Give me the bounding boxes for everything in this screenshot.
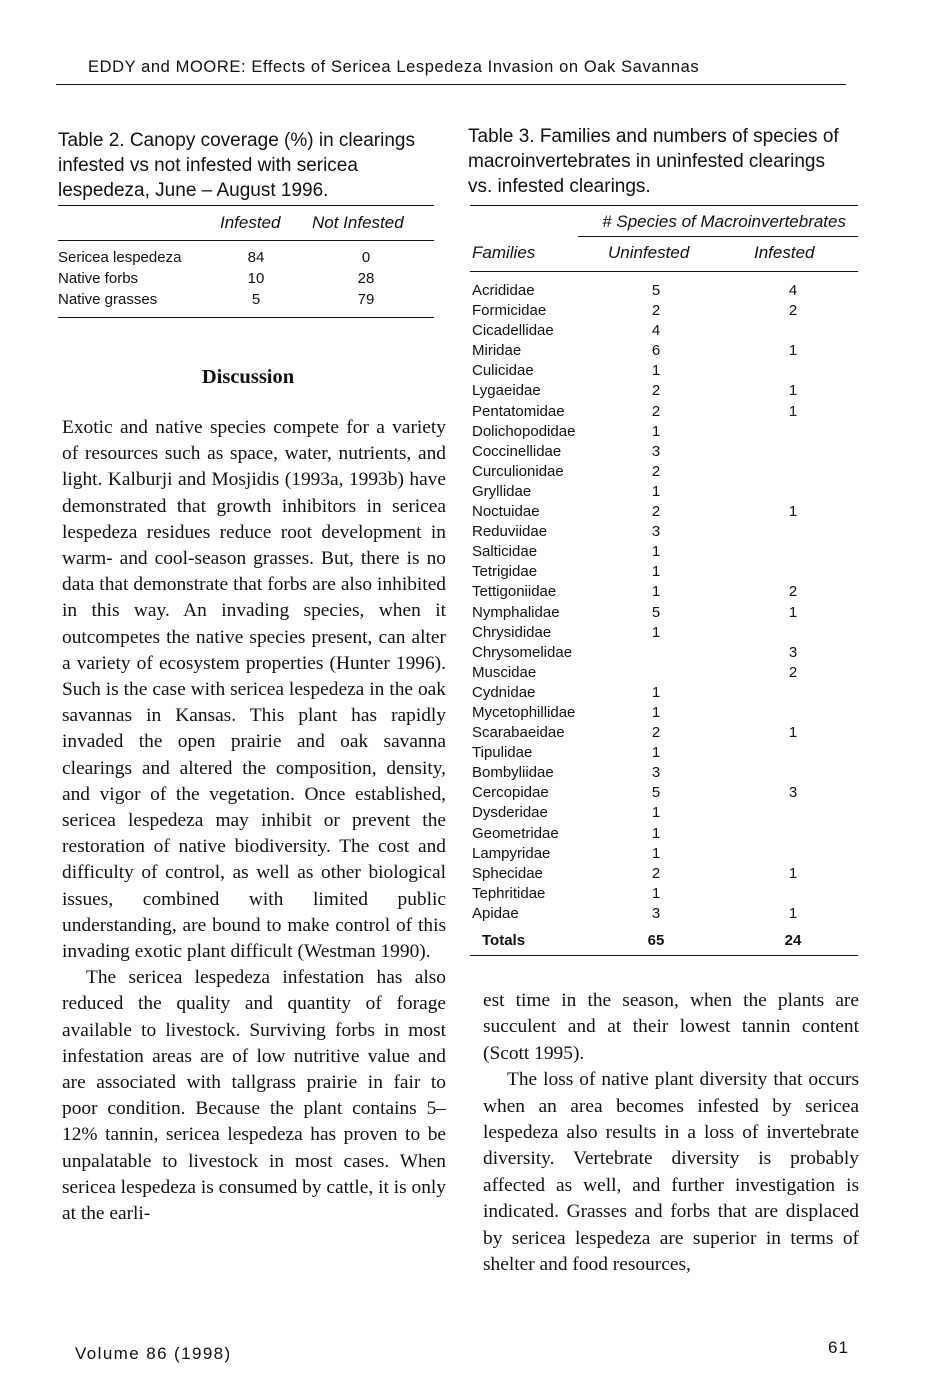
footer-volume: Volume 86 (1998) <box>75 1344 232 1363</box>
table3-cell-uninfested: 2 <box>651 302 661 320</box>
table3-row-family: Scarabaeidae <box>472 724 565 742</box>
table2-row-label: Native forbs <box>58 270 139 287</box>
table3-cell-infested: 1 <box>788 503 798 521</box>
table3-row-family: Lygaeidae <box>472 382 541 400</box>
table-row <box>470 845 858 865</box>
table3-row-family: Salticidae <box>472 543 538 561</box>
table3-group-header <box>470 206 858 236</box>
table3-totals-row <box>470 925 858 955</box>
table-row <box>470 624 858 644</box>
table3-cell-uninfested: 1 <box>651 543 661 561</box>
table-row <box>58 269 434 290</box>
table-row <box>470 362 858 382</box>
table3-col-uninfested: Uninfested <box>608 243 690 262</box>
table3-cell-infested: 4 <box>788 282 798 299</box>
table2-cell-not-infested: 79 <box>357 291 375 308</box>
table3-row-family: Mycetophillidae <box>472 703 576 721</box>
table3-cell-uninfested: 5 <box>651 784 661 802</box>
table3-cell-uninfested: 5 <box>651 603 661 621</box>
header-rule <box>56 84 846 85</box>
table-row <box>470 342 858 362</box>
table3-row-family: Pentatomidae <box>472 402 565 420</box>
table3-row-family: Sphecidae <box>472 864 543 882</box>
discussion-paragraph-2: The sericea lespedeza infestation has also reduced the quality and quantity of forage available to livestock. Surviving forbs in most infestation areas are of low nutritive value and are associated with tallgrass prairie in fair to poor condition. Because the plant contains 5–12% tannin, sericea lespedeza has proven to be unpalatable to livestock in most cases. When sericea lespedeza is consumed by cattle, it is only at the earli- <box>62 967 446 1225</box>
table3-row-family: Curculionidae <box>472 462 564 480</box>
table3-cell-uninfested: 3 <box>651 764 661 782</box>
table3-col-families: Families <box>472 243 536 262</box>
discussion-paragraph-continued: est time in the season, when the plants are succulent and at their lowest tannin content (Scott 1995). <box>483 990 859 1064</box>
table2-row-label: Sericea lespedeza <box>58 249 182 266</box>
table-row <box>470 382 858 402</box>
table3-cell-uninfested: 1 <box>651 583 661 601</box>
table3-row-family: Cydnidae <box>472 683 536 701</box>
table3 <box>470 205 858 956</box>
table-row <box>470 825 858 845</box>
table3-row-family: Chrysomelidae <box>472 643 573 661</box>
table3-totals-label: Totals <box>482 932 526 949</box>
page-number: 61 <box>828 1338 849 1357</box>
table3-cell-uninfested: 2 <box>651 503 661 521</box>
table3-row-family: Lampyridae <box>472 844 551 862</box>
table2-header-row <box>58 206 434 240</box>
table-row <box>470 523 858 543</box>
table3-row-family: Dysderidae <box>472 804 548 822</box>
table-row <box>470 583 858 603</box>
table3-cell-infested: 2 <box>788 583 798 601</box>
table2-row-label: Native grasses <box>58 291 158 308</box>
table3-cell-uninfested: 1 <box>651 744 661 762</box>
discussion-paragraph-3: The loss of native plant diversity that occurs when an area becomes infested by sericea lespedeza also results in a loss of invertebrate diversity. Vertebrate diversity is probably affected as well, and further investigation is indicated. Grasses and forbs that are displaced by sericea lespedeza are superior in terms of shelter and food resources, <box>483 1069 859 1276</box>
table3-cell-uninfested: 2 <box>651 382 661 400</box>
table-row <box>470 423 858 443</box>
table-row <box>58 248 434 269</box>
table3-header-row <box>470 237 858 271</box>
running-head: EDDY and MOORE: Effects of Sericea Lespedeza Invasion on Oak Savannas <box>88 58 700 76</box>
table3-row-family: Miridae <box>472 342 522 360</box>
table2-col-not-infested: Not Infested <box>312 213 404 232</box>
table2-cell-infested: 84 <box>247 249 265 266</box>
table-row <box>470 684 858 704</box>
table-row <box>470 403 858 423</box>
table3-cell-uninfested: 1 <box>651 804 661 822</box>
table-row <box>470 865 858 885</box>
table-row <box>470 302 858 322</box>
table-row <box>470 804 858 824</box>
table3-cell-uninfested: 2 <box>651 864 661 882</box>
table3-row-family: Formicidae <box>472 302 547 320</box>
table3-cell-uninfested: 1 <box>651 422 661 440</box>
table3-row-family: Coccinellidae <box>472 442 562 460</box>
table3-row-family: Gryllidae <box>472 482 532 500</box>
table3-cell-infested: 1 <box>788 603 798 621</box>
table-row <box>470 604 858 624</box>
table3-row-family: Tephritidae <box>472 884 546 902</box>
table2-header-rule <box>58 240 434 241</box>
table3-cell-uninfested: 1 <box>651 683 661 701</box>
table3-row-family: Geometridae <box>472 824 559 842</box>
table3-cell-uninfested: 1 <box>651 884 661 902</box>
table3-col-infested: Infested <box>754 243 815 262</box>
table3-cell-infested: 1 <box>788 382 798 400</box>
discussion-left-column <box>62 415 446 1227</box>
table3-cell-uninfested: 3 <box>651 904 661 922</box>
discussion-paragraph-1: Exotic and native species compete for a variety of resources such as space, water, nutrients, and light. Kalburji and Mosjidis (1993a, 1993b) have demonstrated that growth inhibitors in sericea lespedeza residues reduce root development in warm- and cool-season grasses. But, there is no data that demonstrate that forbs are also inhibited in this way. An invading species, when it outcompetes the native species present, can alter a variety of ecosystem properties (Hunter 1996). Such is the case with sericea lespedeza in the oak savannas in Kansas. This plant has rapidly invaded the open prairie and oak savanna clearings and altered the composition, density, and vigor of the vegetation. Once established, sericea lespedeza may inhibit or prevent the restoration of native biodiversity. The cost and difficulty of control, as well as other biological issues, combined with limited public understanding, are bound to make control of this invading exotic plant difficult (Westman 1990). <box>62 417 446 963</box>
table3-row-family: Tettigoniidae <box>472 583 557 601</box>
table3-row-family: Tipulidae <box>472 744 533 762</box>
table3-row-family: Noctuidae <box>472 503 540 521</box>
table3-body <box>470 272 858 925</box>
table3-row-family: Cicadellidae <box>472 322 554 340</box>
table2-cell-infested: 5 <box>251 291 261 308</box>
table2-cell-not-infested: 28 <box>357 270 375 287</box>
table-row <box>470 784 858 804</box>
table-row <box>470 563 858 583</box>
table3-row-family: Reduviidae <box>472 523 548 541</box>
table3-totals-uninfested: 65 <box>647 932 665 949</box>
table3-cell-uninfested: 1 <box>651 362 661 380</box>
table-row <box>470 463 858 483</box>
table3-cell-uninfested: 5 <box>651 282 661 299</box>
table3-row-family: Apidae <box>472 904 519 922</box>
table3-cell-uninfested: 3 <box>651 442 661 460</box>
table3-cell-infested: 1 <box>788 724 798 742</box>
table3-cell-uninfested: 1 <box>651 563 661 581</box>
table-row <box>470 885 858 905</box>
discussion-heading: Discussion <box>201 366 295 388</box>
table-row <box>470 764 858 784</box>
table-row <box>470 664 858 684</box>
table3-row-family: Nymphalidae <box>472 603 560 621</box>
discussion-right-column <box>483 988 859 1278</box>
table-row <box>470 443 858 463</box>
table-row <box>470 744 858 764</box>
table3-caption: Table 3. Families and numbers of species of macroinvertebrates in uninfested clearings vs. infested clearings. <box>468 126 839 197</box>
table3-cell-uninfested: 3 <box>651 523 661 541</box>
table3-row-family: Acrididae <box>472 282 535 299</box>
table3-cell-uninfested: 6 <box>651 342 661 360</box>
table3-cell-infested: 2 <box>788 302 798 320</box>
table-row <box>470 322 858 342</box>
table3-totals-infested: 24 <box>784 932 802 949</box>
table2-cell-infested: 10 <box>247 270 265 287</box>
table3-row-family: Dolichopodidae <box>472 422 576 440</box>
table-row <box>470 282 858 302</box>
table-row <box>470 644 858 664</box>
table2-body <box>58 248 434 311</box>
table-row <box>470 543 858 563</box>
table3-group-label: # Species of Macroinvertebrates <box>602 212 846 231</box>
table3-cell-uninfested: 2 <box>651 402 661 420</box>
table3-cell-uninfested: 1 <box>651 844 661 862</box>
table2 <box>58 205 434 318</box>
table2-col-infested: Infested <box>220 213 281 232</box>
table-row <box>470 483 858 503</box>
table3-cell-uninfested: 2 <box>651 462 661 480</box>
table3-cell-infested: 1 <box>788 342 798 360</box>
table2-cell-not-infested: 0 <box>361 249 371 266</box>
table3-cell-infested: 1 <box>788 402 798 420</box>
table3-cell-uninfested: 4 <box>651 322 661 340</box>
table-row <box>58 290 434 311</box>
table2-bottom-rule <box>58 317 434 318</box>
table3-cell-uninfested: 1 <box>651 623 661 641</box>
table-row <box>470 724 858 744</box>
table3-row-family: Chrysididae <box>472 623 552 641</box>
table3-row-family: Cercopidae <box>472 784 549 802</box>
table3-row-family: Culicidae <box>472 362 534 380</box>
table3-cell-infested: 3 <box>788 643 798 661</box>
table3-cell-infested: 1 <box>788 864 798 882</box>
table3-bottom-rule <box>470 955 858 956</box>
table-row <box>470 503 858 523</box>
table3-row-family: Muscidae <box>472 663 537 681</box>
table3-row-family: Tetrigidae <box>472 563 538 581</box>
table3-cell-infested: 1 <box>788 904 798 922</box>
table-row <box>470 905 858 925</box>
table3-cell-uninfested: 1 <box>651 703 661 721</box>
table3-cell-uninfested: 1 <box>651 824 661 842</box>
table3-cell-uninfested: 2 <box>651 724 661 742</box>
table3-cell-infested: 2 <box>788 663 798 681</box>
table3-cell-infested: 3 <box>788 784 798 802</box>
table3-cell-uninfested: 1 <box>651 482 661 500</box>
table-row <box>470 704 858 724</box>
table3-row-family: Bombyliidae <box>472 764 554 782</box>
table2-caption: Table 2. Canopy coverage (%) in clearings infested vs not infested with sericea lespedeza, June – August 1996. <box>58 130 415 201</box>
